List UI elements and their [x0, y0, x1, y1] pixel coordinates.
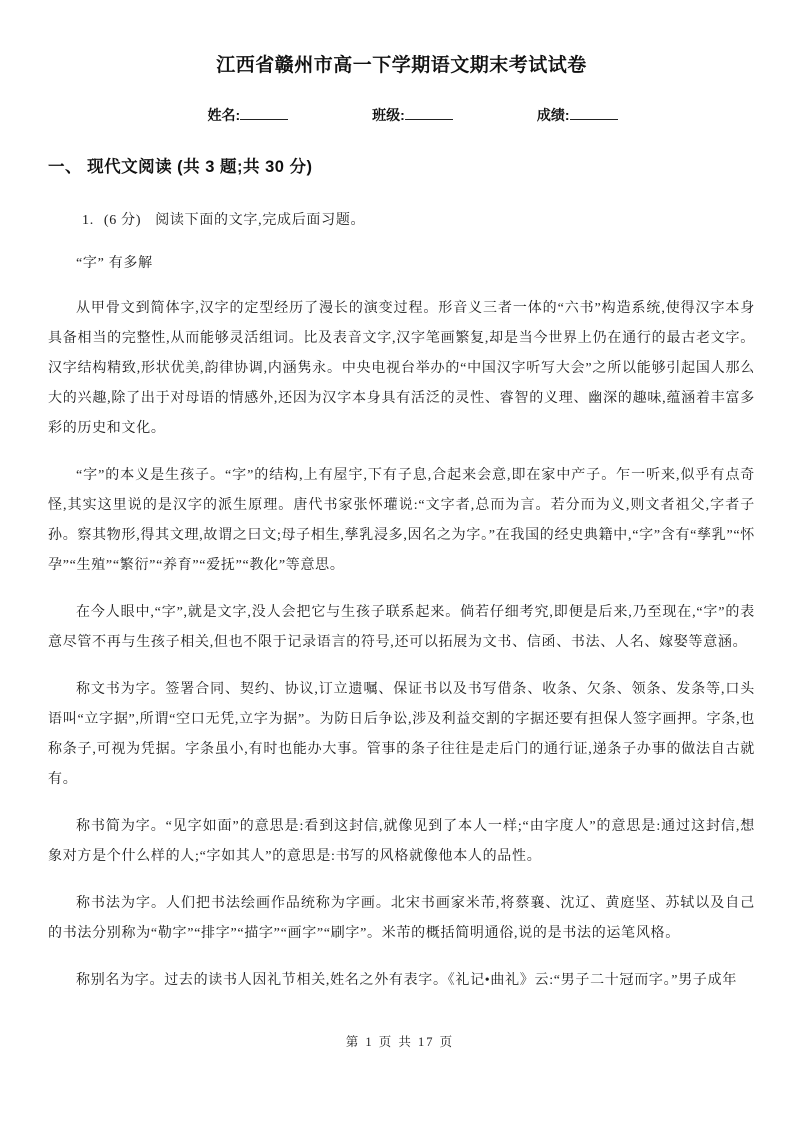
name-field	[207, 106, 288, 124]
class-blank-line	[405, 108, 453, 120]
class-field	[372, 106, 453, 124]
reading-passage	[48, 206, 755, 996]
section-heading: 一、 现代文阅读 (共 3 题;共 30 分)	[48, 158, 313, 176]
question-number: 1.	[82, 213, 94, 228]
paragraph-2: “字”的本义是生孩子。“字”的结构,上有屋宇,下有子息,合起来会意,即在家中产子。乍一听来,似乎有点奇怪,其实这里说的是汉字的派生原理。唐代书家张怀瓘说:“文字者,总而为言。若分而为义,则文者祖父,字者子孙。察其物形,得其文理,故谓之曰文;母子相生,孳乳浸多,因名之为字。”在我国的经史典籍中,“字”含有“孳乳”“怀孕”“生殖”“繁衍”“养育”“爱抚”“教化”等意思。	[48, 468, 755, 573]
question-prompt: 阅读下面的文字,完成后面习题。	[155, 213, 366, 228]
score-field-label: 成绩:	[536, 107, 570, 123]
paragraph-1: 从甲骨文到简体字,汉字的定型经历了漫长的演变过程。形音义三者一体的“六书”构造系统,使得汉字本身具备相当的完整性,从而能够灵活组词。比及表音文字,汉字笔画繁复,却是当今世界上仍在通行的最古老文字。汉字结构精致,形状优美,韵律协调,内涵隽永。中央电视台举办的“中国汉字听写大会”之所以能够引起国人那么大的兴趣,除了出于对母语的情感外,还因为汉字本身具有活泛的灵性、睿智的义理、幽深的趣味,蕴涵着丰富多彩的历史和文化。	[48, 301, 755, 436]
paragraph-4: 称文书为字。签署合同、契约、协议,订立遗嘱、保证书以及书写借条、收条、欠条、领条、发条等,口头语叫“立字据”,所谓“空口无凭,立字为据”。为防日后争讼,涉及利益交割的字据还要有担保人签字画押。字条,也称条子,可视为凭据。字条虽小,有时也能办大事。管事的条子往往是走后门的通行证,递条子办事的做法自古就有。	[48, 682, 755, 787]
paragraph-5: 称书简为字。“见字如面”的意思是:看到这封信,就像见到了本人一样;“由字度人”的意思是:通过这封信,想象对方是个什么样的人;“字如其人”的意思是:书写的风格就像他本人的品性。	[48, 819, 755, 864]
paragraph-7: 称别名为字。过去的读书人因礼节相关,姓名之外有表字。《礼记•曲礼》云:“男子二十冠而字。”男子成年	[76, 973, 738, 988]
question-score: (6 分)	[103, 213, 142, 228]
class-field-label: 班级:	[372, 107, 405, 123]
page-footer: 第 1 页 共 17 页	[345, 1035, 455, 1049]
question-1-stem	[48, 206, 755, 236]
score-blank-line	[570, 108, 618, 120]
score-field	[537, 106, 618, 124]
paragraph-3: 在今人眼中,“字”,就是文字,没人会把它与生孩子联系起来。倘若仔细考究,即便是后来,乃至现在,“字”的表意尽管不再与生孩子相关,但也不限于记录语言的符号,还可以拓展为文书、信函、书法、人名、嫁娶等意涵。	[48, 605, 755, 650]
name-field-label: 姓名:	[207, 107, 241, 123]
paragraph-6: 称书法为字。人们把书法绘画作品统称为字画。北宋书画家米芾,将蔡襄、沈辽、黄庭坚、苏轼以及自己的书法分别称为“勒字”“排字”“描字”“画字”“刷字”。米芾的概括简明通俗,说的是书法的运笔风格。	[48, 896, 755, 941]
student-info-row	[48, 106, 755, 124]
essay-title: “字” 有多解	[76, 256, 153, 271]
page-title: 江西省赣州市高一下学期语文期末考试试卷	[216, 55, 587, 76]
name-blank-line	[240, 108, 288, 120]
